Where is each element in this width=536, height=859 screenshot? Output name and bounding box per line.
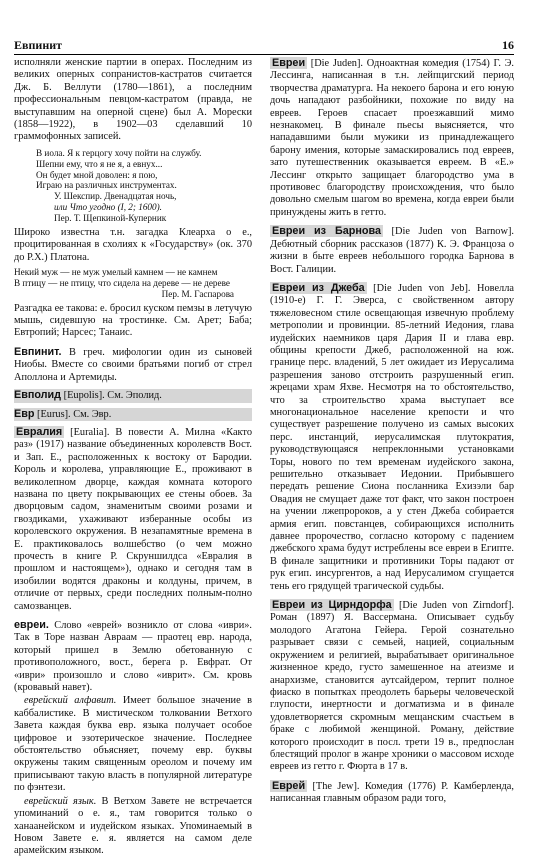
entry-text: Дебютный сборник рассказов (1877) К. Э. Францоза о жизни в быте евреев небольшого городка Барнова в Вост. Галиции.: [270, 238, 514, 275]
entry-text: В Ветхом Завете не встречается упоминаний о е. я., там говорится только о ханаанейском и иудейском языках. Упоминаемый в Новом Завете е. я. является на самом деле арамейским языком.: [14, 795, 252, 857]
entry-evpolid: [14, 389, 252, 402]
headword: евреи.: [14, 619, 49, 631]
paragraph-castrati: исполняли женские партии в операх. Последним из великих оперных сопранистов-кастратов считается Дж. Б. Веллути (1780—1861), а последним профессиональным певцом-кастратом (правда, не выступавшим на оперной сцене) был А. Морески (1858—1922), в 1902—03 сделавший 10 граммофонных записей.: [14, 57, 252, 143]
headword: Евпинит.: [14, 345, 62, 358]
entry-text: Слово «еврей» возникло от слова «иври». Так в Торе назван Авраам — праотец евр. народа, который пришел в Землю обетованную с противоположного, вост., берега р. Евфрат. От «иври» произошло и слово «иврит». См. кровь (кровавый навет).: [14, 620, 252, 694]
entry-text: [Euralia]. В повести А. Милна «Както раз» (1917) название объединенных королевств Вост. и Зап. Е., расположенных к востоку от Бародии. Король и королева, управляющие Е., проживают в великолепном дворце, каждая комната которого названа по цвету покрывающих ее стены обоев. За дворцовым садом, знаменитым своими розами и гвоздиками, ухаживают изберанные особы из королевского окружения. В незапамятные времена в Е. практиковалось волшебство (о чем можно прочесть в книге Р. Скруншилдса «Евралия в прошлом и настоящем»), однако и сегодня там в изобилии водятся драконы и колдуны, причем, в отличие от первых, среди последних полным-полно самозванцев.: [14, 426, 252, 612]
verse-line: Шепни ему, что я не я, а евнух...: [36, 158, 163, 169]
headword: Еврей: [272, 779, 306, 792]
entry-text: Имеет большое значение в каббалистике. В мистическом толковании Ветхого Завета каждая буква евр. языка получает особое цифровое и эзотерическое значение. Последнее обстоятельство объясняет, почему евр. буквы окружены таким священным ореолом и почему им приписывают такую власть в популярной литературе по фэнтези.: [14, 695, 252, 794]
entry-text: [Eurus]. См. Эвр.: [37, 408, 112, 420]
headword: Евполид: [14, 389, 62, 402]
right-column: [270, 57, 514, 807]
running-header: [14, 38, 514, 52]
verse-shakespeare: [36, 148, 252, 224]
headword: Евр: [14, 407, 35, 420]
entry-tag: [Die Juden von Zirndorf].: [398, 600, 515, 612]
verse-line: Играю на различных инструментах.: [36, 180, 177, 191]
entry-evrei-jeb: [270, 282, 514, 593]
entry-hebrew-alphabet: [14, 695, 252, 794]
paragraph-riddle-answer: Разгадка ее такова: е. бросил куском пемзы в летучую мышь, сидевшую на тростинке. См. Арет; Баба; Евтропий; Нарсес; Танаис.: [14, 302, 252, 339]
entry-evpinit: [14, 346, 252, 384]
entry-hebrew-language: [14, 796, 252, 858]
entry-text: [Eupolis]. См. Эполид.: [63, 390, 162, 402]
verse-attribution: Пер. М. Гаспарова: [161, 288, 234, 299]
verse-line: В птицу — не птицу, что сидела на дереве — не дереве: [14, 277, 230, 288]
entry-evrei-zirndorf: [270, 599, 514, 774]
entry-tag: [Die Juden von Jeb].: [373, 282, 471, 294]
verse-attribution: или Что угодно (I, 2; 1600).: [54, 202, 162, 213]
verse-line: Некий муж — не муж умелый камнем — не камнем: [14, 267, 218, 278]
left-column: [14, 57, 252, 859]
verse-attribution: У. Шекспир. Двенадцатая ночь,: [54, 191, 177, 202]
entry-tag: [The Jew].: [312, 780, 360, 792]
entry-text: Роман (1897) Я. Вассермана. Описывает судьбу молодого Агатона Гейера. Герой сознательно разрывает связи с семьей, нацией, социальным окружением и религией, вырабатывает оригинальное жизненное кредо, густо замешенное на атеизме и анархизме, становится аутсайдером, терпит полное фиаско в попытках преодолеть барьеры человеческой глупости, инертности и догматизма и в финале удовлетворяется скромным мещанским счастьем в браке с любимой женщиной. Роману, действие которого происходит в посл. трети 19 в., предпослан блестящий пролог в жанре хроники о массовом исходе евреев из гетто г. Фюрта в 17 в.: [270, 612, 514, 773]
verse-attribution: Пер. Т. Щепкиной-Куперник: [54, 213, 167, 223]
running-title: Евпинит: [14, 38, 63, 52]
entry-text: Одноактная комедия (1754) Г. Э. Лессинга, написанная в т.н. лейпцигский период творчества драматурга. На некоего барона и его юную дочь нападают разбойники, похожие по виду на евреев. Героев спасает проезжавший мимо незнакомец. В финале пьесы выясняется, что нападавшими были мужики из принадлежащего барону имения, которые замаскировались под евреев, зато путешественник оказывается евреем. В «Е.» Лессинг открыто защищает благородство ума в противовес благородству происхождения, что было довольно смелым шагом во времена, когда евреи были принуждены жить в гетто.: [270, 58, 515, 218]
headword: Евреи из Джеба: [272, 281, 365, 294]
entry-evr: [14, 408, 252, 421]
entry-tag: [Die Juden von Barnow].: [391, 226, 514, 238]
entry-evralia: [14, 426, 252, 613]
entry-text: Новелла (1910-е) Г. Г. Эверса, с свойственном автору тяжеловесном стиле освещающая извечную проблему метрополии и провинции. 85-летний Иедония, глава иудейских наемников царя Дария II и глава евр. общины крепости Джеб, расположенной на юж. границе перс. владений, 5 лет ожидает из Иерусалима разрешения заново отстроить разрушенный егип. жрецами храм Яхве. Несмотря на то обстоятельство, что за строительство храма выступает все многонациональное население крепости и что существует разрешение получено из самых высоких перс. инстанций, иерусалимская плутократия, руководствующаяся непреклонными установками Торы, нового по тем временам иудейского закона, решительно отказывает Иедонии. Прибывшего передать решение Сиона посланника Ехизэли бар Овадия не смущает даже тот факт, что закон построен на учении лжепророков, а у стен Джеба собирается армия егип. повстанцев, собирающихся исполнить давнее пророчество, согласно которому с падением джебского храма будут истреблены все евреи в Египте. В финале защитники и противники Торы падают от рук егип. инсургентов, а над Иерусалимом сгущается тень его грядущей трагической судьбы.: [270, 282, 514, 592]
headword: Евреи из Барнова: [272, 225, 381, 238]
verse-riddle: [14, 267, 252, 300]
verse-line: В иола. Я к герцогу хочу пойти на службу.: [36, 147, 202, 158]
entry-tag: [Die Juden].: [310, 58, 363, 69]
header-rule: [14, 54, 514, 55]
entry-evrei-lessing: [270, 57, 514, 219]
headword: Евреи: [272, 57, 306, 69]
subentry-term: еврейский язык.: [24, 795, 97, 807]
entry-evrei: [14, 619, 252, 694]
headword: Евреи из Цирндорфа: [272, 599, 392, 612]
entry-evrei-barnov: [270, 225, 514, 276]
paragraph-riddle: Широко известна т.н. загадка Клеарха о е., процитированная в схолиях к «Государству» (ок. 370 до Р.Х.) Платона.: [14, 226, 252, 263]
subentry-term: еврейский алфавит.: [24, 695, 117, 707]
page-number: 16: [502, 38, 514, 52]
entry-text: В греч. мифологии один из сыновей Ниобы. Вместе со своими братьями погиб от стрел Аполлона и Артемиды.: [14, 346, 253, 383]
headword: Евралия: [16, 425, 63, 438]
verse-line: Он будет мной доволен: я пою,: [36, 169, 158, 180]
entry-text: Комедия (1776) Р. Камберленда, написанная главным образом ради того,: [270, 780, 514, 805]
entry-evrei-cumberland: [270, 780, 514, 806]
